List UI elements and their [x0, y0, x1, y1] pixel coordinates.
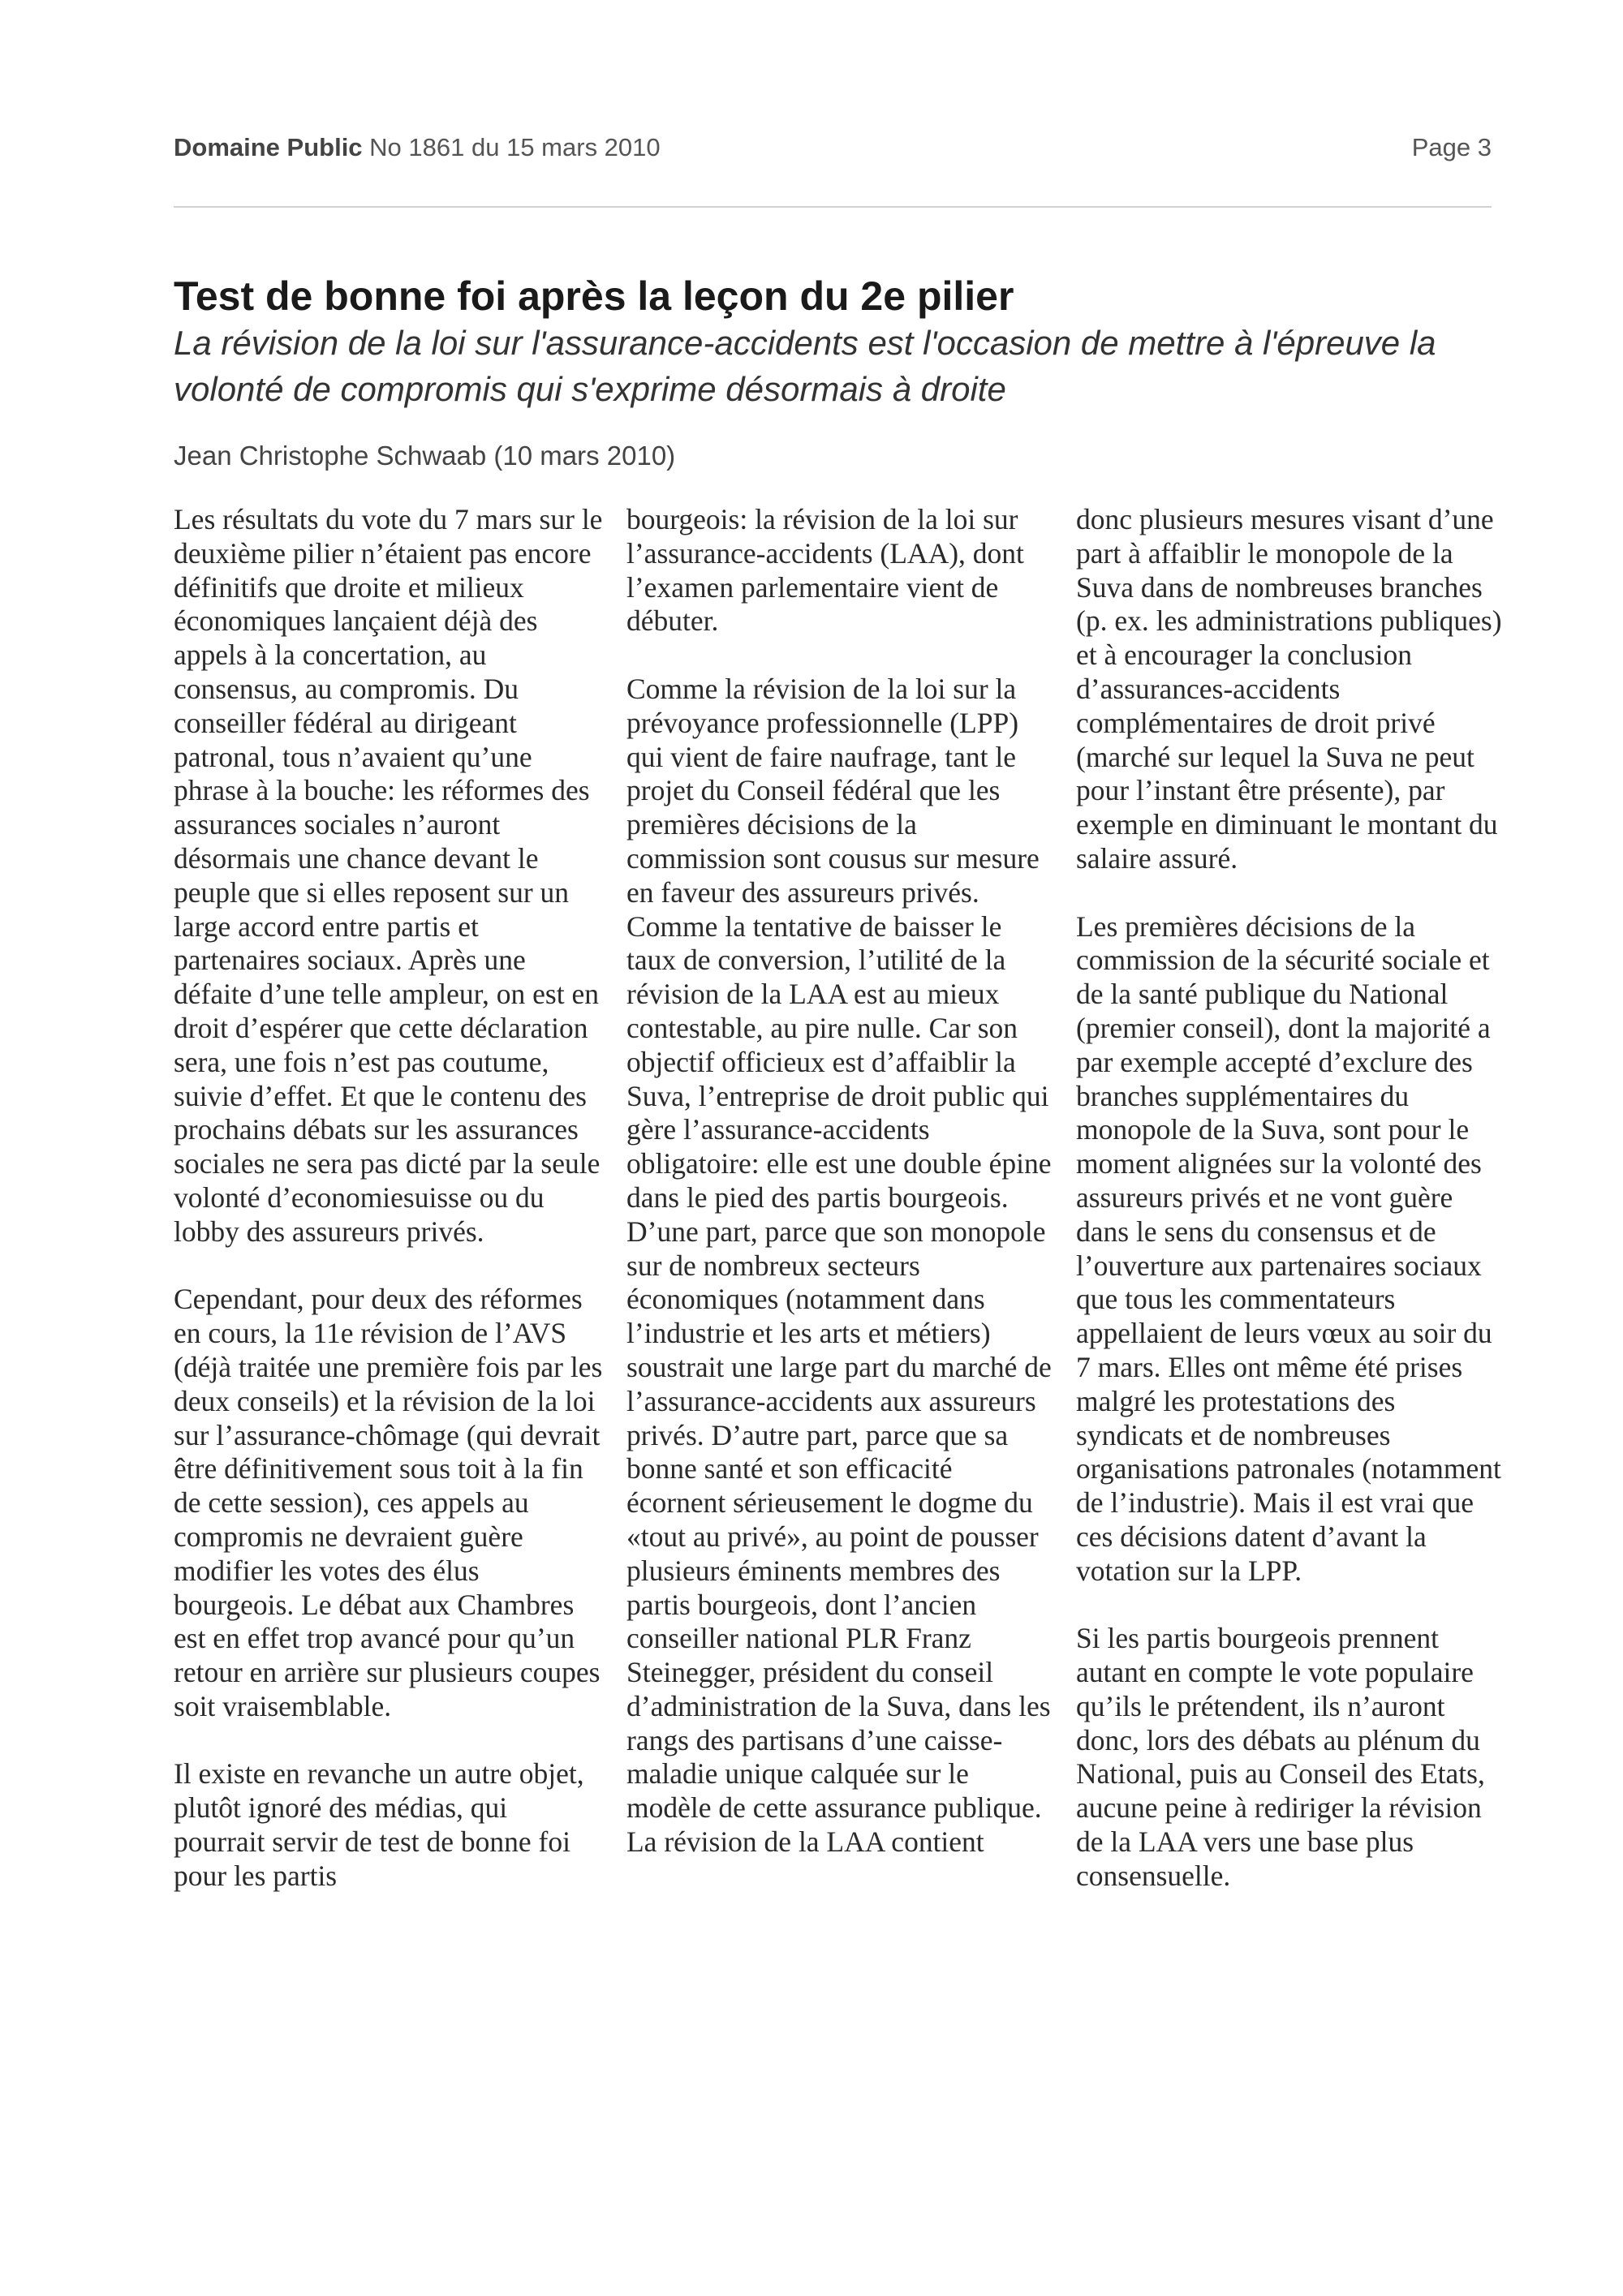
header-divider [174, 206, 1492, 208]
issue-info: No 1861 du 15 mars 2010 [369, 133, 661, 161]
paragraph: bourgeois: la révision de la loi sur l’assurance-accidents (LAA), dont l’examen parlementaire vient de débuter. [626, 503, 1024, 638]
text-column-2 [626, 503, 1058, 1894]
article-subtitle: La révision de la loi sur l'assurance-accidents est l'occasion de mettre à l'épreuve la volonté de compromis qui s'exprime désormais à droite [174, 324, 1436, 408]
paragraph: Les premières décisions de la commission de la sécurité sociale et de la santé publique du National (premier conseil), dont la majorité a par exemple accepté d’exclure des branches supplémentaires du monopole de la Suva, sont pour le moment alignées sur la volonté des assureurs privés et ne vont guère dans le sens du consensus et de l’ouverture aux partenaires sociaux que tous les commentateurs appellaient de leurs vœux au soir du 7 mars. Elles ont même été prises malgré les protestations des syndicats et de nombreuses organisations patronales (notamment de l’industrie). Mais il est vrai que ces décisions datent d’avant la votation sur la LPP. [1076, 909, 1501, 1587]
running-header [174, 133, 1492, 170]
text-column-3 [1076, 503, 1508, 1927]
article-byline: Jean Christophe Schwaab (10 mars 2010) [174, 441, 676, 471]
article-title: Test de bonne foi après la leçon du 2e pilier [174, 273, 1014, 319]
paragraph: Comme la révision de la loi sur la prévoyance professionnelle (LPP) qui vient de faire naufrage, tant le projet du Conseil fédéral que les premières décisions de la commission sont cousus sur mesure en faveur des assureurs privés. Comme la tentative de baisser le taux de conversion, l’utilité de la révision de la LAA est au mieux contestable, au pire nulle. Car son objectif officieux est d’affaiblir la Suva, l’entreprise de droit public qui gère l’assurance-accidents obligatoire: elle est une double épine dans le pied des partis bourgeois. D’une part, parce que son monopole sur de nombreux secteurs économiques (notamment dans l’industrie et les arts et métiers) soustrait une large part du marché de l’assurance-accidents aux assureurs privés. D’autre part, parce que sa bonne santé et son efficacité écornent sérieusement le dogme du «tout au privé», au point de pousser plusieurs éminents membres des partis bourgeois, dont l’ancien conseiller national PLR Franz Steinegger, président du conseil d’administration de la Suva, dans les rangs des partisans d’une caisse-maladie unique calquée sur le modèle de cette assurance publique. La révision de la LAA contient [626, 672, 1052, 1859]
text-column-1 [174, 503, 605, 1927]
paragraph: Cependant, pour deux des réformes en cours, la 11e révision de l’AVS (déjà traitée une première fois par les deux conseils) et la révision de la loi sur l’assurance-chômage (qui devrait être définitivement sous toit à la fin de cette session), ces appels au compromis ne devraient guère modifier les votes des élus bourgeois. Le débat aux Chambres est en effet trop avancé pour qu’un retour en arrière sur plusieurs coupes soit vraisemblable. [174, 1283, 603, 1722]
publication-name: Domaine Public [174, 133, 363, 161]
paragraph: Les résultats du vote du 7 mars sur le deuxième pilier n’étaient pas encore définitifs que droite et milieux économiques lançaient déjà des appels à la concertation, au consensus, au compromis. Du conseiller fédéral au dirigeant patronal, tous n’avaient qu’une phrase à la bouche: les réformes des assurances sociales n’auront désormais une chance devant le peuple que si elles reposent sur un large accord entre partis et partenaires sociaux. Après une défaite d’une telle ampleur, on est en droit d’espérer que cette déclaration sera, une fois n’est pas coutume, suivie d’effet. Et que le contenu des prochains débats sur les assurances sociales ne sera pas dicté par la seule volonté d’economiesuisse ou du lobby des assureurs privés. [174, 503, 603, 1248]
page-number: Page 3 [1411, 133, 1492, 161]
paragraph: Il existe en revanche un autre objet, plutôt ignoré des médias, qui pourrait servir de test de bonne foi pour les partis [174, 1757, 584, 1892]
paragraph: Si les partis bourgeois prennent autant en compte le vote populaire qu’ils le prétendent, ils n’auront donc, lors des débats au plénum du National, puis au Conseil des Etats, aucune peine à rediriger la révision de la LAA vers une base plus consensuelle. [1076, 1622, 1485, 1892]
paragraph: donc plusieurs mesures visant d’une part à affaiblir le monopole de la Suva dans de nombreuses branches (p. ex. les administrations publiques) et à encourager la conclusion d’assurances-accidents complémentaires de droit privé (marché sur lequel la Suva ne peut pour l’instant être présente), par exemple en diminuant le montant du salaire assuré. [1076, 503, 1502, 875]
